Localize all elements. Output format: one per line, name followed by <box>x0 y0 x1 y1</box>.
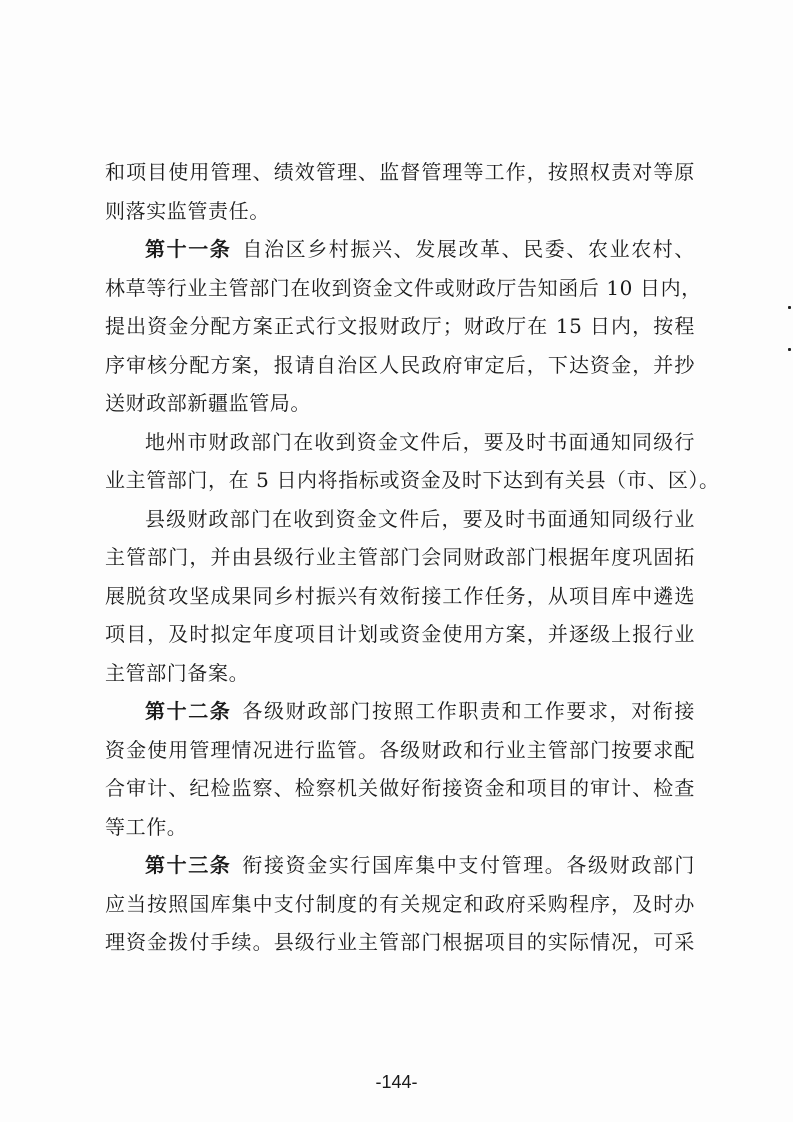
text-line: 主管部门备案。 <box>105 660 250 685</box>
text-line: 地州市财政部门在收到资金文件后，要及时书面通知同级行 <box>145 429 695 454</box>
text-line: 业主管部门，在 5 日内将指标或资金及时下达到有关县（市、区）。 <box>105 468 720 492</box>
text-line: 主管部门，并由县级行业主管部门会同财政部门根据年度巩固拓 <box>105 545 695 569</box>
body-text <box>105 153 720 962</box>
text-line: 等工作。 <box>105 814 188 839</box>
article-heading: 第十三条 <box>145 853 232 877</box>
article-13-first-line <box>105 846 695 885</box>
text-line: 项目，及时拟定年度项目计划或资金使用方案，并逐级上报行业 <box>105 622 695 646</box>
text-line: 县级财政部门在收到资金文件后，要及时书面通知同级行业 <box>145 506 695 531</box>
text-line: 和项目使用管理、绩效管理、监督管理等工作，按照权责对等原 <box>105 160 695 184</box>
text-span: 自治区乡村振兴、发展改革、民委、农业农村、 <box>241 237 695 261</box>
text-line: 林草等行业主管部门在收到资金文件或财政厅告知函后 10 日内， <box>105 275 702 300</box>
article-12-first-line <box>105 692 695 731</box>
text-line: 合审计、纪检监察、检察机关做好衔接资金和项目的审计、检查 <box>105 776 695 800</box>
text-line: 应当按照国库集中支付制度的有关规定和政府采购程序，及时办 <box>105 891 695 916</box>
text-line: 则落实监管责任。 <box>105 198 270 223</box>
text-line: 送财政部新疆监管局。 <box>105 391 311 415</box>
article-heading: 第十一条 <box>145 237 232 261</box>
page-number: -144- <box>375 1072 418 1092</box>
text-line: 提出资金分配方案正式行文报财政厅；财政厅在 15 日内，按程 <box>105 314 695 338</box>
text-span: 各级财政部门按照工作职责和工作要求，对衔接 <box>241 699 695 723</box>
text-line: 展脱贫攻坚成果同乡村振兴有效衔接工作任务，从项目库中遴选 <box>105 583 695 608</box>
text-span: 衔接资金实行国库集中支付管理。各级财政部门 <box>241 853 695 877</box>
text-line: 序审核分配方案，报请自治区人民政府审定后，下达资金，并抄 <box>105 352 695 377</box>
scan-artifact <box>788 348 791 351</box>
article-11-first-line <box>105 230 695 269</box>
scan-artifact <box>788 306 791 309</box>
text-line: 理资金拨付手续。县级行业主管部门根据项目的实际情况，可采 <box>105 930 695 954</box>
article-heading: 第十二条 <box>145 699 232 723</box>
text-line: 资金使用管理情况进行监管。各级财政和行业主管部门按要求配 <box>105 737 695 762</box>
